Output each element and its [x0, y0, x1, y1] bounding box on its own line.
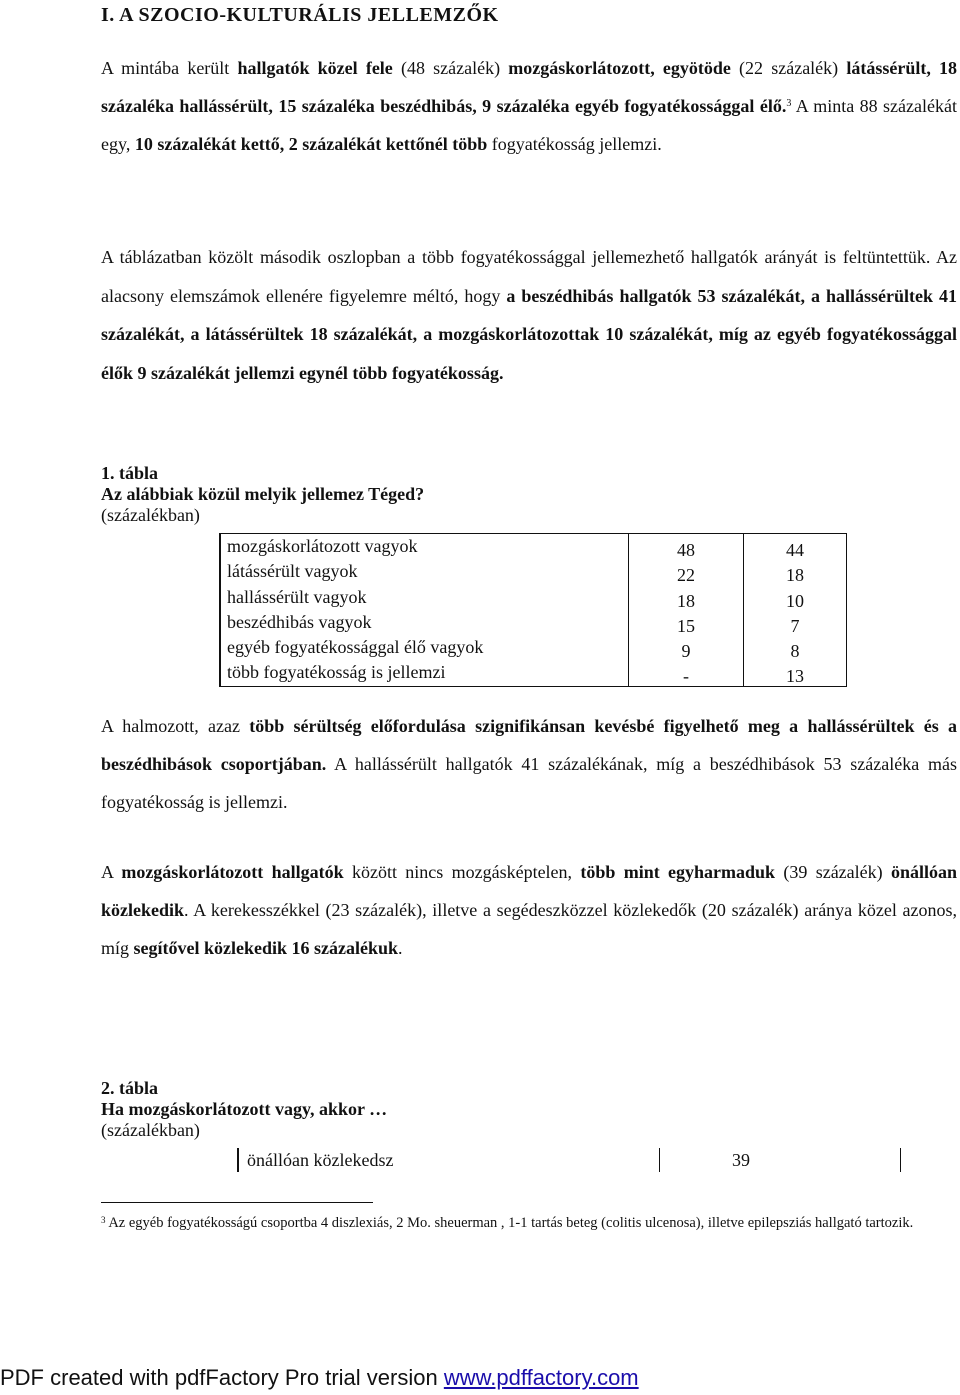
- row-value-all: [629, 610, 744, 635]
- table1-question: Az alábbiak közül melyik jellemez Téged?: [101, 484, 425, 504]
- cell-text: 48: [677, 540, 695, 560]
- cell-text: 18: [786, 565, 804, 586]
- bold-run: látássérült, 18 százaléka hallássérült, 15 százaléka beszédhibás, 9 százaléka egyéb fogyatékossággal élő.: [101, 58, 958, 116]
- row-label: mozgáskorlátozott vagyok: [220, 534, 629, 560]
- table2-question: Ha mozgáskorlátozott vagy, akkor …: [101, 1099, 388, 1119]
- row-value-all: [629, 635, 744, 660]
- footnote-mark: 3: [101, 1215, 106, 1225]
- row-value-all: [629, 559, 744, 584]
- row-label: beszédhibás vagyok: [220, 610, 629, 635]
- bold-run: több sérültség előfordulása szignifikánsan kevésbé figyelhető meg a hallássérültek és a beszédhibások csoportjában.: [101, 716, 957, 774]
- table2-unit: (százalékban): [101, 1120, 200, 1140]
- bold-run: segítővel közlekedik 16 százalékuk: [133, 938, 399, 958]
- cell-text: 13: [786, 666, 804, 687]
- text-run: (48 százalék): [392, 58, 509, 78]
- pdf-watermark-footer: [0, 1365, 639, 1391]
- paragraph-mobility: [101, 853, 957, 967]
- bold-run: a beszédhibás hallgatók 53 százalékát, a hallássérültek 41 százalékát, a látássérültek 18 százalékát, a mozgáskorlátozottak 10 százalékát, míg az egyéb fogyatékossággal élők 9 százalékát jellemzi egynél több fogyatékosság.: [101, 285, 957, 383]
- table1-number: 1. tábla: [101, 463, 159, 483]
- text-run: fogyatékosság jellemzi.: [487, 134, 662, 154]
- paragraph-cumulative: [101, 707, 957, 821]
- bold-run: mozgáskorlátozott, egyötöde: [508, 58, 731, 78]
- text-run: A: [101, 862, 122, 882]
- table-row: [220, 585, 847, 610]
- text-run: között nincs mozgásképtelen,: [343, 862, 581, 882]
- cell-text: 44: [786, 540, 804, 560]
- bold-run: több mint egyharmaduk: [580, 862, 776, 882]
- table2-number: 2. tábla: [101, 1078, 159, 1098]
- text-run: . A kerekesszékkel (23 százalék), illetve a segédeszközzel közlekedők (20 százalék) aránya közel azonos, míg: [101, 900, 957, 958]
- text-run: (39 százalék): [775, 862, 891, 882]
- text-run: A halmozott, azaz: [101, 716, 250, 736]
- row-label: több fogyatékosság is jellemzi: [220, 660, 629, 686]
- footnote-ref: 3: [786, 98, 792, 109]
- pdffactory-link[interactable]: www.pdffactory.com: [443, 1365, 639, 1390]
- cell-text: 8: [790, 641, 800, 662]
- footnote-separator: [101, 1202, 373, 1203]
- paragraph-multiple-disability: [101, 238, 957, 392]
- table-row: [220, 610, 847, 635]
- table1: [219, 533, 847, 687]
- footnote-text: Az egyéb fogyatékosságú csoportba 4 diszlexiás, 2 Mo. sheuerman , 1-1 tartás beteg (colitis ulcenosa), illetve epilepsziás hallgató tartozik.: [105, 1215, 914, 1231]
- text-run: A mintába került: [101, 58, 238, 78]
- row-value-multiple: [744, 635, 847, 660]
- row-value-multiple: [744, 610, 847, 635]
- row-value-multiple: [744, 534, 847, 560]
- bold-run: önállóan közlekedik: [101, 862, 957, 920]
- text-run: A hallássérült hallgatók 41 százalékának, míg a beszédhibások 53 százaléka más fogyatékosság is jellemzi.: [101, 754, 958, 812]
- cell-text: 18: [677, 590, 695, 611]
- text-run: A minta 88 százalékát egy,: [101, 96, 957, 154]
- table-row: [220, 635, 847, 660]
- row-label: látássérült vagyok: [220, 559, 629, 584]
- cell-text: 7: [790, 615, 800, 636]
- table-row: [220, 559, 847, 584]
- section-title: I. A SZOCIO-KULTURÁLIS JELLEMZŐK: [101, 4, 499, 26]
- bold-run: mozgáskorlátozott hallgatók: [121, 862, 344, 882]
- table-row: [220, 660, 847, 686]
- table-row: [238, 1148, 901, 1172]
- text-run: A táblázatban közölt második oszlopban a több fogyatékossággal jellemezhető hallgatók arányát is feltüntettük. Az alacsony elemszámok ellenére figyelemre méltó, hogy: [101, 247, 957, 306]
- cell-text: 22: [677, 565, 695, 586]
- table2-value: 39: [660, 1148, 901, 1172]
- table2-caption: [101, 1078, 387, 1141]
- text-run: .: [398, 938, 403, 958]
- table2: [237, 1148, 901, 1172]
- cell-text: 10: [786, 590, 804, 611]
- row-value-multiple: [744, 585, 847, 610]
- table2-label: önállóan közlekedsz: [238, 1148, 660, 1172]
- cell-text: -: [683, 666, 689, 687]
- row-label: hallássérült vagyok: [220, 585, 629, 610]
- bold-run: hallgatók közel fele: [237, 58, 393, 78]
- footnote: [101, 1213, 957, 1234]
- text-run: (22 százalék): [730, 58, 847, 78]
- row-value-all: [629, 534, 744, 560]
- table1-unit: (százalékban): [101, 505, 200, 525]
- row-value-multiple: [744, 660, 847, 686]
- row-value-all: [629, 660, 744, 686]
- table1-caption: [101, 463, 424, 526]
- row-value-multiple: [744, 559, 847, 584]
- row-value-all: [629, 585, 744, 610]
- pdf-footer-text: PDF created with pdfFactory Pro trial version: [0, 1365, 444, 1390]
- cell-text: 15: [677, 615, 695, 636]
- paragraph-sample-composition: [101, 49, 957, 163]
- bold-run: 10 százalékát kettő, 2 százalékát kettőnél több: [134, 134, 488, 154]
- cell-text: 9: [681, 641, 691, 662]
- row-label: egyéb fogyatékossággal élő vagyok: [220, 635, 629, 660]
- table-row: [220, 534, 847, 560]
